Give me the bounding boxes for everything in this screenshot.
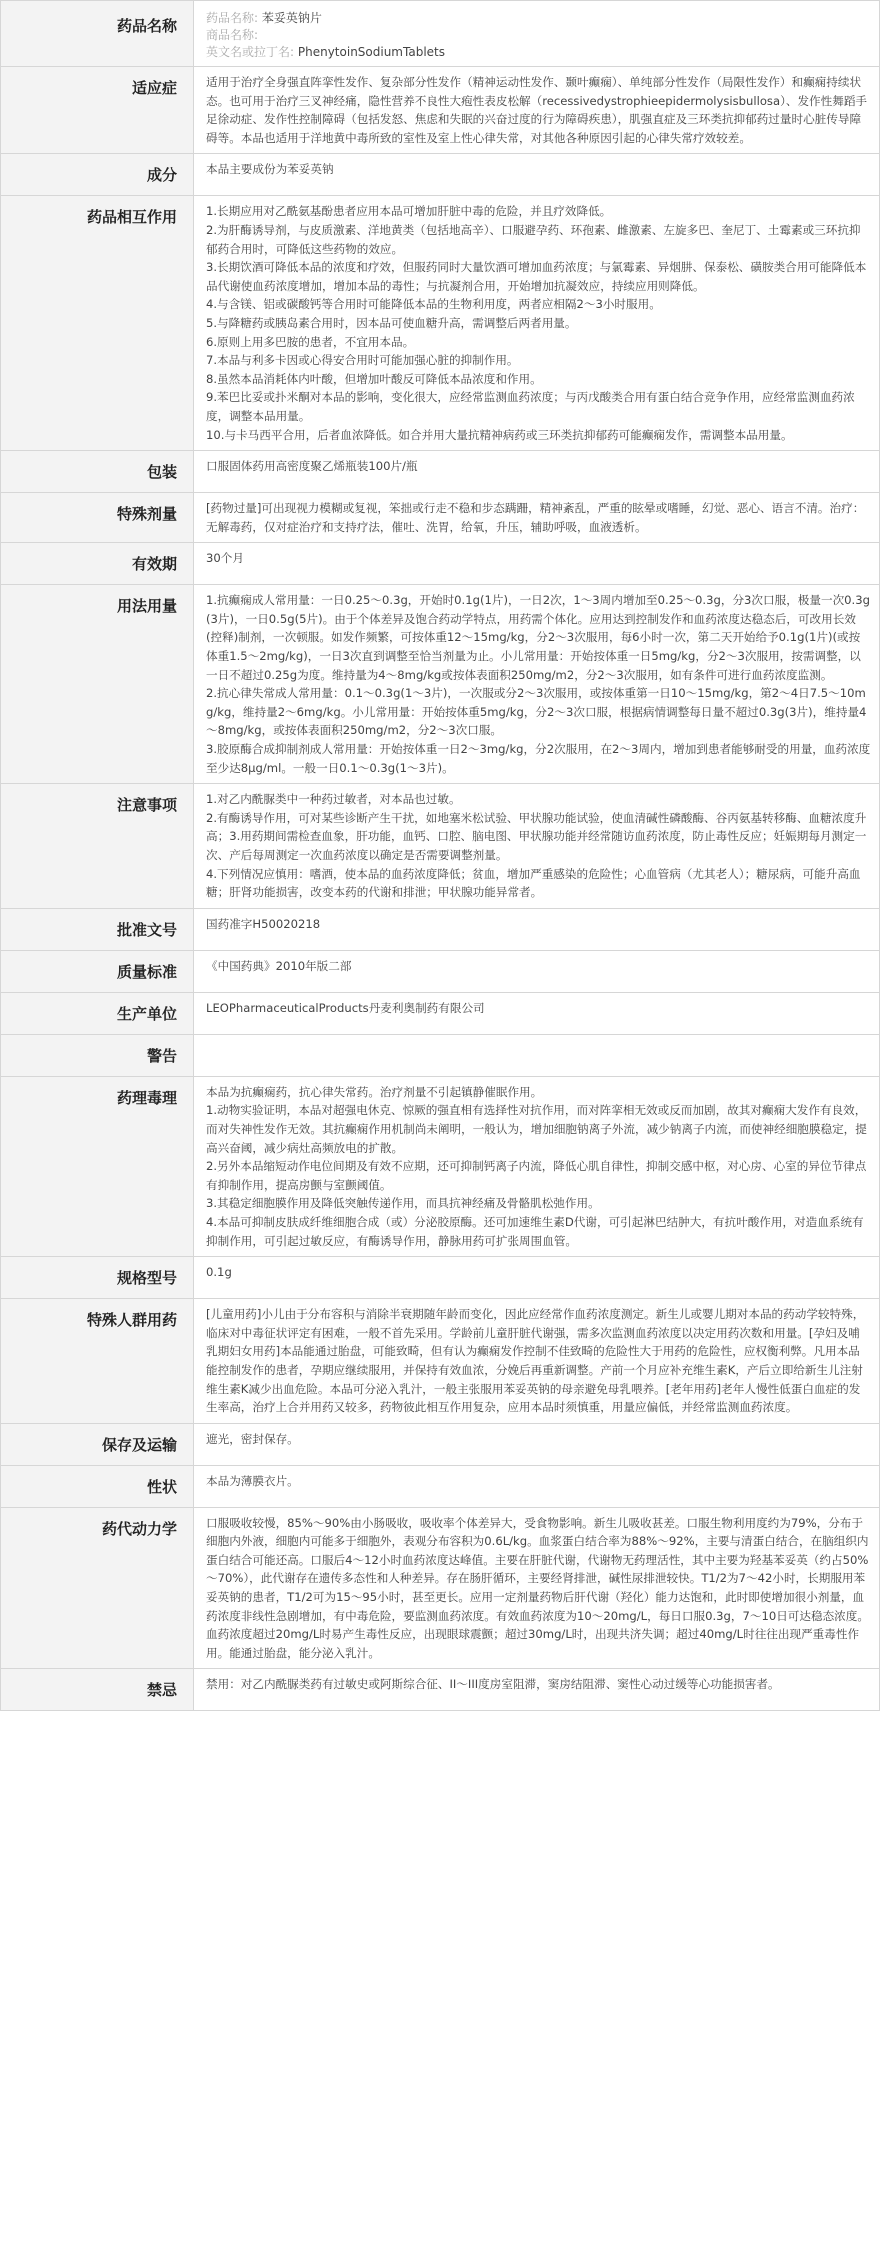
row-label: 规格型号 <box>1 1257 194 1299</box>
list-item: 本品为抗癫痫药，抗心律失常药。治疗剂量不引起镇静催眠作用。 <box>206 1084 543 1099</box>
row-label: 药理毒理 <box>1 1076 194 1256</box>
row-manufacturer <box>1 992 880 1034</box>
list-item: 1.抗癫痫成人常用量：一日0.25～0.3g，开始时0.1g(1片)，一日2次，1～3周内增加至0.25～0.3g，分3次口服，极量一次0.3g(3片)，一日0.5g(5片)。由于个体差异及饱合药动学特点，用药需个体化。应用达到控制发作和血药浓度达稳态后，可改用长效(控释)制剂，一次顿服。如发作频繁，可按体重12～15mg/kg，分2～3次服用，每6小时一次，第二天开始给予0.1g(1片)(或按体重1.5～2mg/kg)，一日3次直到调整至恰当剂量为止。小儿常用量：开始按体重一日5mg/kg，分2～3次服用，按需调整，以一日不超过0.25g为度。维持量为4～8mg/kg或按体表面积250mg/m2，分2～3次服用，如有条件可进行血药浓度监测。 <box>206 593 870 682</box>
list-item: 2.有酶诱导作用，可对某些诊断产生干扰，如地塞米松试验、甲状腺功能试验，使血清碱性磷酸酶、谷丙氨基转移酶、血糖浓度升高；3.用药期间需检查血象，肝功能，血钙、口腔、脑电图、甲状腺功能并经常随访血药浓度，防止毒性反应；妊娠期每月测定一次、产后每周测定一次血药浓度以确定是否需要调整剂量。 <box>206 810 867 862</box>
list-item: 4.下列情况应慎用：嗜酒，使本品的血药浓度降低；贫血，增加严重感染的危险性；心血管病（尤其老人）；糖尿病，可能升高血糖；肝肾功能损害，改变本药的代谢和排泄；甲状腺功能异常者。 <box>206 866 861 900</box>
name-values <box>194 1 880 67</box>
list-item: 5.与降糖药或胰岛素合用时，因本品可使血糖升高，需调整后两者用量。 <box>206 315 577 330</box>
dosage-text <box>194 585 880 784</box>
trade-name-key: 商品名称: <box>206 28 259 42</box>
row-ingredient <box>1 154 880 196</box>
row-label: 用法用量 <box>1 585 194 784</box>
list-item: 3.其稳定细胞膜作用及降低突触传递作用，而具抗神经痛及骨骼肌松弛作用。 <box>206 1196 600 1211</box>
list-item: 1.对乙内酰脲类中一种药过敏者，对本品也过敏。 <box>206 792 461 807</box>
list-item: 1.长期应用对乙酰氨基酚患者应用本品可增加肝脏中毒的危险，并且疗效降低。 <box>206 204 612 219</box>
validity-text: 30个月 <box>194 543 880 585</box>
row-warning <box>1 1034 880 1076</box>
row-label: 警告 <box>1 1034 194 1076</box>
row-label: 特殊剂量 <box>1 493 194 543</box>
row-label: 包装 <box>1 451 194 493</box>
packaging-text: 口服固体药用高密度聚乙烯瓶装100片/瓶 <box>194 451 880 493</box>
row-overdose <box>1 493 880 543</box>
list-item: 3.长期饮酒可降低本品的浓度和疗效，但服药同时大量饮酒可增加血药浓度；与氯霉素、异烟肼、保泰松、磺胺类合用可能降低本品代谢使血药浓度增加，增加本品的毒性；与抗凝剂合用，开始增加抗凝效应，持续应用则降低。 <box>206 260 867 293</box>
list-item: 10.与卡马西平合用，后者血浓降低。如合并用大量抗精神病药或三环类抗抑郁药可能癫痫发作，需调整本品用量。 <box>206 427 793 442</box>
row-name <box>1 1 880 67</box>
row-label: 药品名称 <box>1 1 194 67</box>
list-item: 3.胶原酶合成抑制剂成人常用量：开始按体重一日2～3mg/kg，分2次服用，在2～3周内，增加到患者能够耐受的用量，血药浓度至少达8μg/ml。一般一日0.1～0.3g(1～3片)。 <box>206 742 871 775</box>
list-item: 4.与含镁、铝或碳酸钙等合用时可能降低本品的生物利用度，两者应相隔2～3小时服用。 <box>206 297 661 312</box>
list-item: 7.本品与利多卡因或心得安合用时可能加强心脏的抑制作用。 <box>206 353 519 368</box>
english-name-line <box>206 43 871 60</box>
row-special-groups <box>1 1299 880 1424</box>
row-pharmacology <box>1 1076 880 1256</box>
list-item: 8.虽然本品消耗体内叶酸，但增加叶酸反可降低本品浓度和作用。 <box>206 371 542 386</box>
row-approval <box>1 908 880 950</box>
approval-text: 国药准字H50020218 <box>194 908 880 950</box>
generic-name-value: 苯妥英钠片 <box>261 11 322 25</box>
row-pharmacokinetics <box>1 1507 880 1669</box>
row-label: 药品相互作用 <box>1 196 194 451</box>
list-item: 4.本品可抑制皮肤成纤维细胞合成（或）分泌胶原酶。还可加速维生素D代谢，可引起淋巴结肿大，有抗叶酸作用，对造血系统有抑制作用，可引起过敏反应，有酶诱导作用，静脉用药可扩张周围血管。 <box>206 1214 864 1248</box>
spec-text: 0.1g <box>194 1257 880 1299</box>
row-precautions <box>1 784 880 909</box>
row-packaging <box>1 451 880 493</box>
row-label: 禁忌 <box>1 1669 194 1711</box>
row-label: 保存及运输 <box>1 1423 194 1465</box>
english-name-value: PhenytoinSodiumTablets <box>297 45 445 59</box>
list-item: 6.原则上用多巴胺的患者，不宜用本品。 <box>206 334 415 349</box>
generic-name-key: 药品名称: <box>206 11 259 25</box>
row-validity <box>1 543 880 585</box>
special-groups-text: [儿童用药]小儿由于分布容积与消除半衰期随年龄而变化，因此应经常作血药浓度测定。新生儿或婴儿期对本品的药动学较特殊，临床对中毒征状评定有困难，一般不首先采用。学龄前儿童肝脏代谢强，需多次监测血药浓度以决定用药次数和用量。[孕妇及哺乳期妇女用药]本品能通过胎盘，可能致畸，但有认为癫痫发作控制不佳致畸的危险性大于用药的危险性，应权衡利弊。凡用本品能控制发作的患者，孕期应继续服用，并保持有效血浓，分娩后再重新调整。产前一个月应补充维生素K，产后立即给新生儿注射维生素K减少出血危险。本品可分泌入乳汁，一般主张服用苯妥英钠的母亲避免母乳喂养。[老年用药]老年人慢性低蛋白血症的发生率高，治疗上合并用药又较多，药物彼此相互作用复杂，应用本品时须慎重，用量应偏低，并经常监测血药浓度。 <box>194 1299 880 1424</box>
standard-text: 《中国药典》2010年版二部 <box>194 950 880 992</box>
contraindications-text: 禁用：对乙内酰脲类药有过敏史或阿斯综合征、II～III度房室阻滞，窦房结阻滞、窦性心动过缓等心功能损害者。 <box>194 1669 880 1711</box>
overdose-text: [药物过量]可出现视力模糊或复视，笨拙或行走不稳和步态蹒跚，精神紊乱，严重的眩晕或嗜睡，幻觉、恶心、语言不清。治疗：无解毒药，仅对症治疗和支持疗法，催吐、洗胃，给氧，升压，辅助呼吸，血液透析。 <box>194 493 880 543</box>
row-label: 成分 <box>1 154 194 196</box>
manufacturer-text: LEOPharmaceuticalProducts丹麦利奥制药有限公司 <box>194 992 880 1034</box>
interactions-text <box>194 196 880 451</box>
row-label: 适应症 <box>1 67 194 154</box>
list-item: 2.抗心律失常成人常用量：0.1～0.3g(1～3片)，一次服或分2～3次服用，或按体重第一日10～15mg/kg，第2～4日7.5～10mg/kg，维持量2～6mg/kg。小儿常用量：开始按体重5mg/kg，分2～3次口服，根据病情调整每日量不超过0.3g(3片)，维持量4～8mg/kg，或按体表面积250mg/m2，分2～3次口服。 <box>206 686 867 738</box>
row-indication <box>1 67 880 154</box>
warning-text <box>194 1034 880 1076</box>
row-spec <box>1 1257 880 1299</box>
row-label: 质量标准 <box>1 950 194 992</box>
pharmacology-text <box>194 1076 880 1256</box>
precautions-text <box>194 784 880 909</box>
generic-name-line <box>206 9 871 26</box>
storage-text: 遮光，密封保存。 <box>194 1423 880 1465</box>
pharmacokinetics-text: 口服吸收较慢，85%～90%由小肠吸收，吸收率个体差异大，受食物影响。新生儿吸收甚差。口服生物利用度约为79%，分布于细胞内外液，细胞内可能多于细胞外，表观分布容积为0.6L/kg。血浆蛋白结合率为88%～92%，主要与清蛋白结合，在脑组织内蛋白结合可能还高。口服后4～12小时血药浓度达峰值。主要在肝脏代谢，代谢物无药理活性，其中主要为羟基苯妥英（约占50%～70%），此代谢存在遗传多态性和人种差异。存在肠肝循环，主要经肾排泄，碱性尿排泄较快。T1/2为7～42小时，长期服用苯妥英钠的患者，T1/2可为15～95小时，甚至更长。应用一定剂量药物后肝代谢（羟化）能力达饱和，此时即使增加很小剂量，血药浓度非线性急剧增加，有中毒危险，要监测血药浓度。有效血药浓度为10～20mg/L，每日口服0.3g，7～10日可达稳态浓度。血药浓度超过20mg/L时易产生毒性反应，出现眼球震颤；超过30mg/L时，出现共济失调；超过40mg/L时往往出现严重毒性作用。能通过胎盘，能分泌入乳汁。 <box>194 1507 880 1669</box>
row-label: 生产单位 <box>1 992 194 1034</box>
row-label: 药代动力学 <box>1 1507 194 1669</box>
appearance-text: 本品为薄膜衣片。 <box>194 1465 880 1507</box>
ingredient-text: 本品主要成份为苯妥英钠 <box>194 154 880 196</box>
row-storage <box>1 1423 880 1465</box>
row-contraindications <box>1 1669 880 1711</box>
indication-text: 适用于治疗全身强直阵挛性发作、复杂部分性发作（精神运动性发作、颞叶癫痫）、单纯部分性发作（局限性发作）和癫痫持续状态。也可用于治疗三叉神经痛，隐性营养不良性大疱性表皮松解（recessivedystrophieepidermolysisbullosa）、发作性舞蹈手足徐动症、发作性控制障碍（包括发怒、焦虑和失眠的兴奋过度的行为障碍疾患），肌强直症及三环类抗抑郁药过量时心脏传导障碍等。本品也适用于洋地黄中毒所致的室性及室上性心律失常，对其他各种原因引起的心律失常疗效较差。 <box>194 67 880 154</box>
row-standard <box>1 950 880 992</box>
row-label: 性状 <box>1 1465 194 1507</box>
list-item: 2.另外本品缩短动作电位间期及有效不应期，还可抑制钙离子内流，降低心肌自律性，抑制交感中枢，对心房、心室的异位节律点有抑制作用，提高房颤与室颤阈值。 <box>206 1159 867 1192</box>
row-label: 批准文号 <box>1 908 194 950</box>
list-item: 1.动物实验证明，本品对超强电休克、惊厥的强直相有选择性对抗作用，而对阵挛相无效或反而加剧，故其对癫痫大发作有良效，而对失神性发作无效。其抗癫痫作用机制尚未阐明，一般认为，增加细胞钠离子外流，减少钠离子内流，而使神经细胞膜稳定，提高兴奋阈，减少病灶高频放电的扩散。 <box>206 1103 867 1155</box>
row-label: 有效期 <box>1 543 194 585</box>
row-dosage <box>1 585 880 784</box>
list-item: 9.苯巴比妥或扑米酮对本品的影响，变化很大，应经常监测血药浓度；与丙戊酸类合用有蛋白结合竞争作用，应经常监测血药浓度，调整本品用量。 <box>206 390 855 423</box>
row-interactions <box>1 196 880 451</box>
row-label: 特殊人群用药 <box>1 1299 194 1424</box>
english-name-key: 英文名或拉丁名: <box>206 45 295 59</box>
list-item: 2.为肝酶诱导剂，与皮质激素、洋地黄类（包括地高辛）、口服避孕药、环孢素、雌激素、左旋多巴、奎尼丁、土霉素或三环抗抑郁药合用时，可降低这些药物的效应。 <box>206 222 861 256</box>
row-appearance <box>1 1465 880 1507</box>
trade-name-line <box>206 26 871 43</box>
row-label: 注意事项 <box>1 784 194 909</box>
